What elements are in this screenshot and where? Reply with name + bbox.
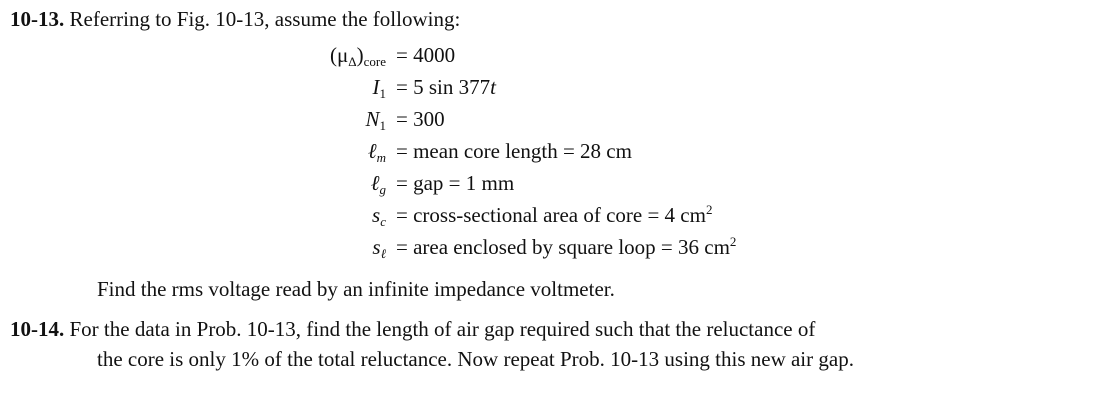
equation-rhs: = gap = 1 mm [396, 171, 515, 195]
problem-intro: Referring to Fig. 10-13, assume the following: [69, 7, 461, 31]
equation-rhs: = 5 sin 377t [396, 75, 496, 99]
equation-rhs: = 300 [396, 107, 445, 131]
problem-number: 10-14. [10, 317, 65, 341]
problem-number: 10-13. [10, 7, 65, 31]
problem-text: For the data in Prob. 10-13, find the length of air gap required such that the reluctance of [69, 317, 816, 341]
equation-lhs: $s_\ell$ [372, 235, 386, 262]
problem-10-14-line-1 [10, 316, 815, 342]
equation-rhs: = mean core length = 28 cm [396, 139, 632, 163]
problem-10-13-intro-line [10, 6, 460, 32]
problem-text: the core is only 1% of the total reluctance. Now repeat Prob. 10-13 using this new air gap. [97, 347, 854, 371]
equation-rhs: = area enclosed by square loop = 36 $cm^2$ [396, 234, 737, 259]
equation-lhs: $N_1$ [365, 107, 386, 133]
equation-lhs: $(\mu_\Delta)_{core}$ [329, 43, 386, 69]
problem-10-14-line-2 [97, 346, 854, 372]
equation-lhs: ℓ$_g$ [370, 171, 386, 197]
equation-lhs: $I_1$ [372, 75, 386, 101]
equation-lhs: ℓ$_m$ [367, 139, 386, 165]
problem-10-13-question: Find the rms voltage read by an infinite impedance voltmeter. [97, 277, 615, 301]
equation-lhs: $s_c$ [372, 203, 386, 229]
equation-rhs: = cross-sectional area of core = 4 $cm^2$ [396, 202, 713, 227]
equation-rhs: = 4000 [396, 43, 456, 67]
